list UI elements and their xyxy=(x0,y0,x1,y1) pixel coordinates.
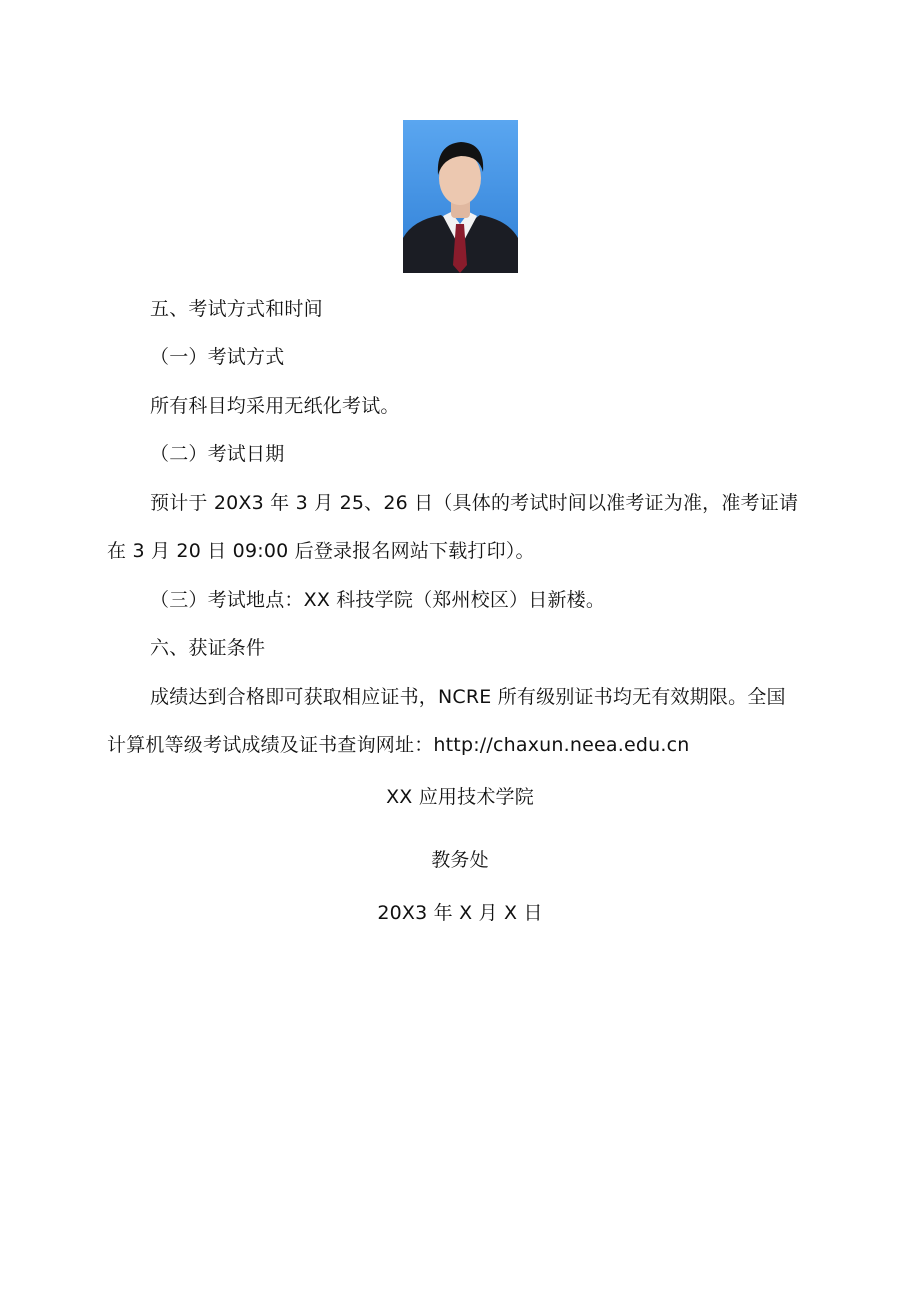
section-5-sub1-title: （一）考试方式 xyxy=(150,346,285,368)
section-5-sub2-body-line1: 预计于 20X3 年 3 月 25、26 日（具体的考试时间以准考证为准，准考证请 xyxy=(150,492,799,514)
section-5-sub1-body: 所有科目均采用无纸化考试。 xyxy=(150,395,400,417)
section-5-sub3: （三）考试地点：XX 科技学院（郑州校区）日新楼。 xyxy=(150,589,606,611)
section-6-body-line2: 计算机等级考试成绩及证书查询网址：http://chaxun.neea.edu.cn xyxy=(107,734,690,756)
id-photo xyxy=(403,120,518,273)
section-6-heading: 六、获证条件 xyxy=(150,637,266,659)
section-6-body-line1: 成绩达到合格即可获取相应证书，NCRE 所有级别证书均无有效期限。全国 xyxy=(150,686,786,708)
section-5-sub2-body-line2: 在 3 月 20 日 09:00 后登录报名网站下载打印）。 xyxy=(107,540,535,562)
section-5-heading: 五、考试方式和时间 xyxy=(150,298,323,320)
signature-date: 20X3 年 X 月 X 日 xyxy=(377,902,543,924)
section-5-sub2-title: （二）考试日期 xyxy=(150,443,285,465)
person-portrait-image xyxy=(403,120,518,273)
signature-office: 教务处 xyxy=(431,849,489,871)
signature-school: XX 应用技术学院 xyxy=(386,786,534,808)
